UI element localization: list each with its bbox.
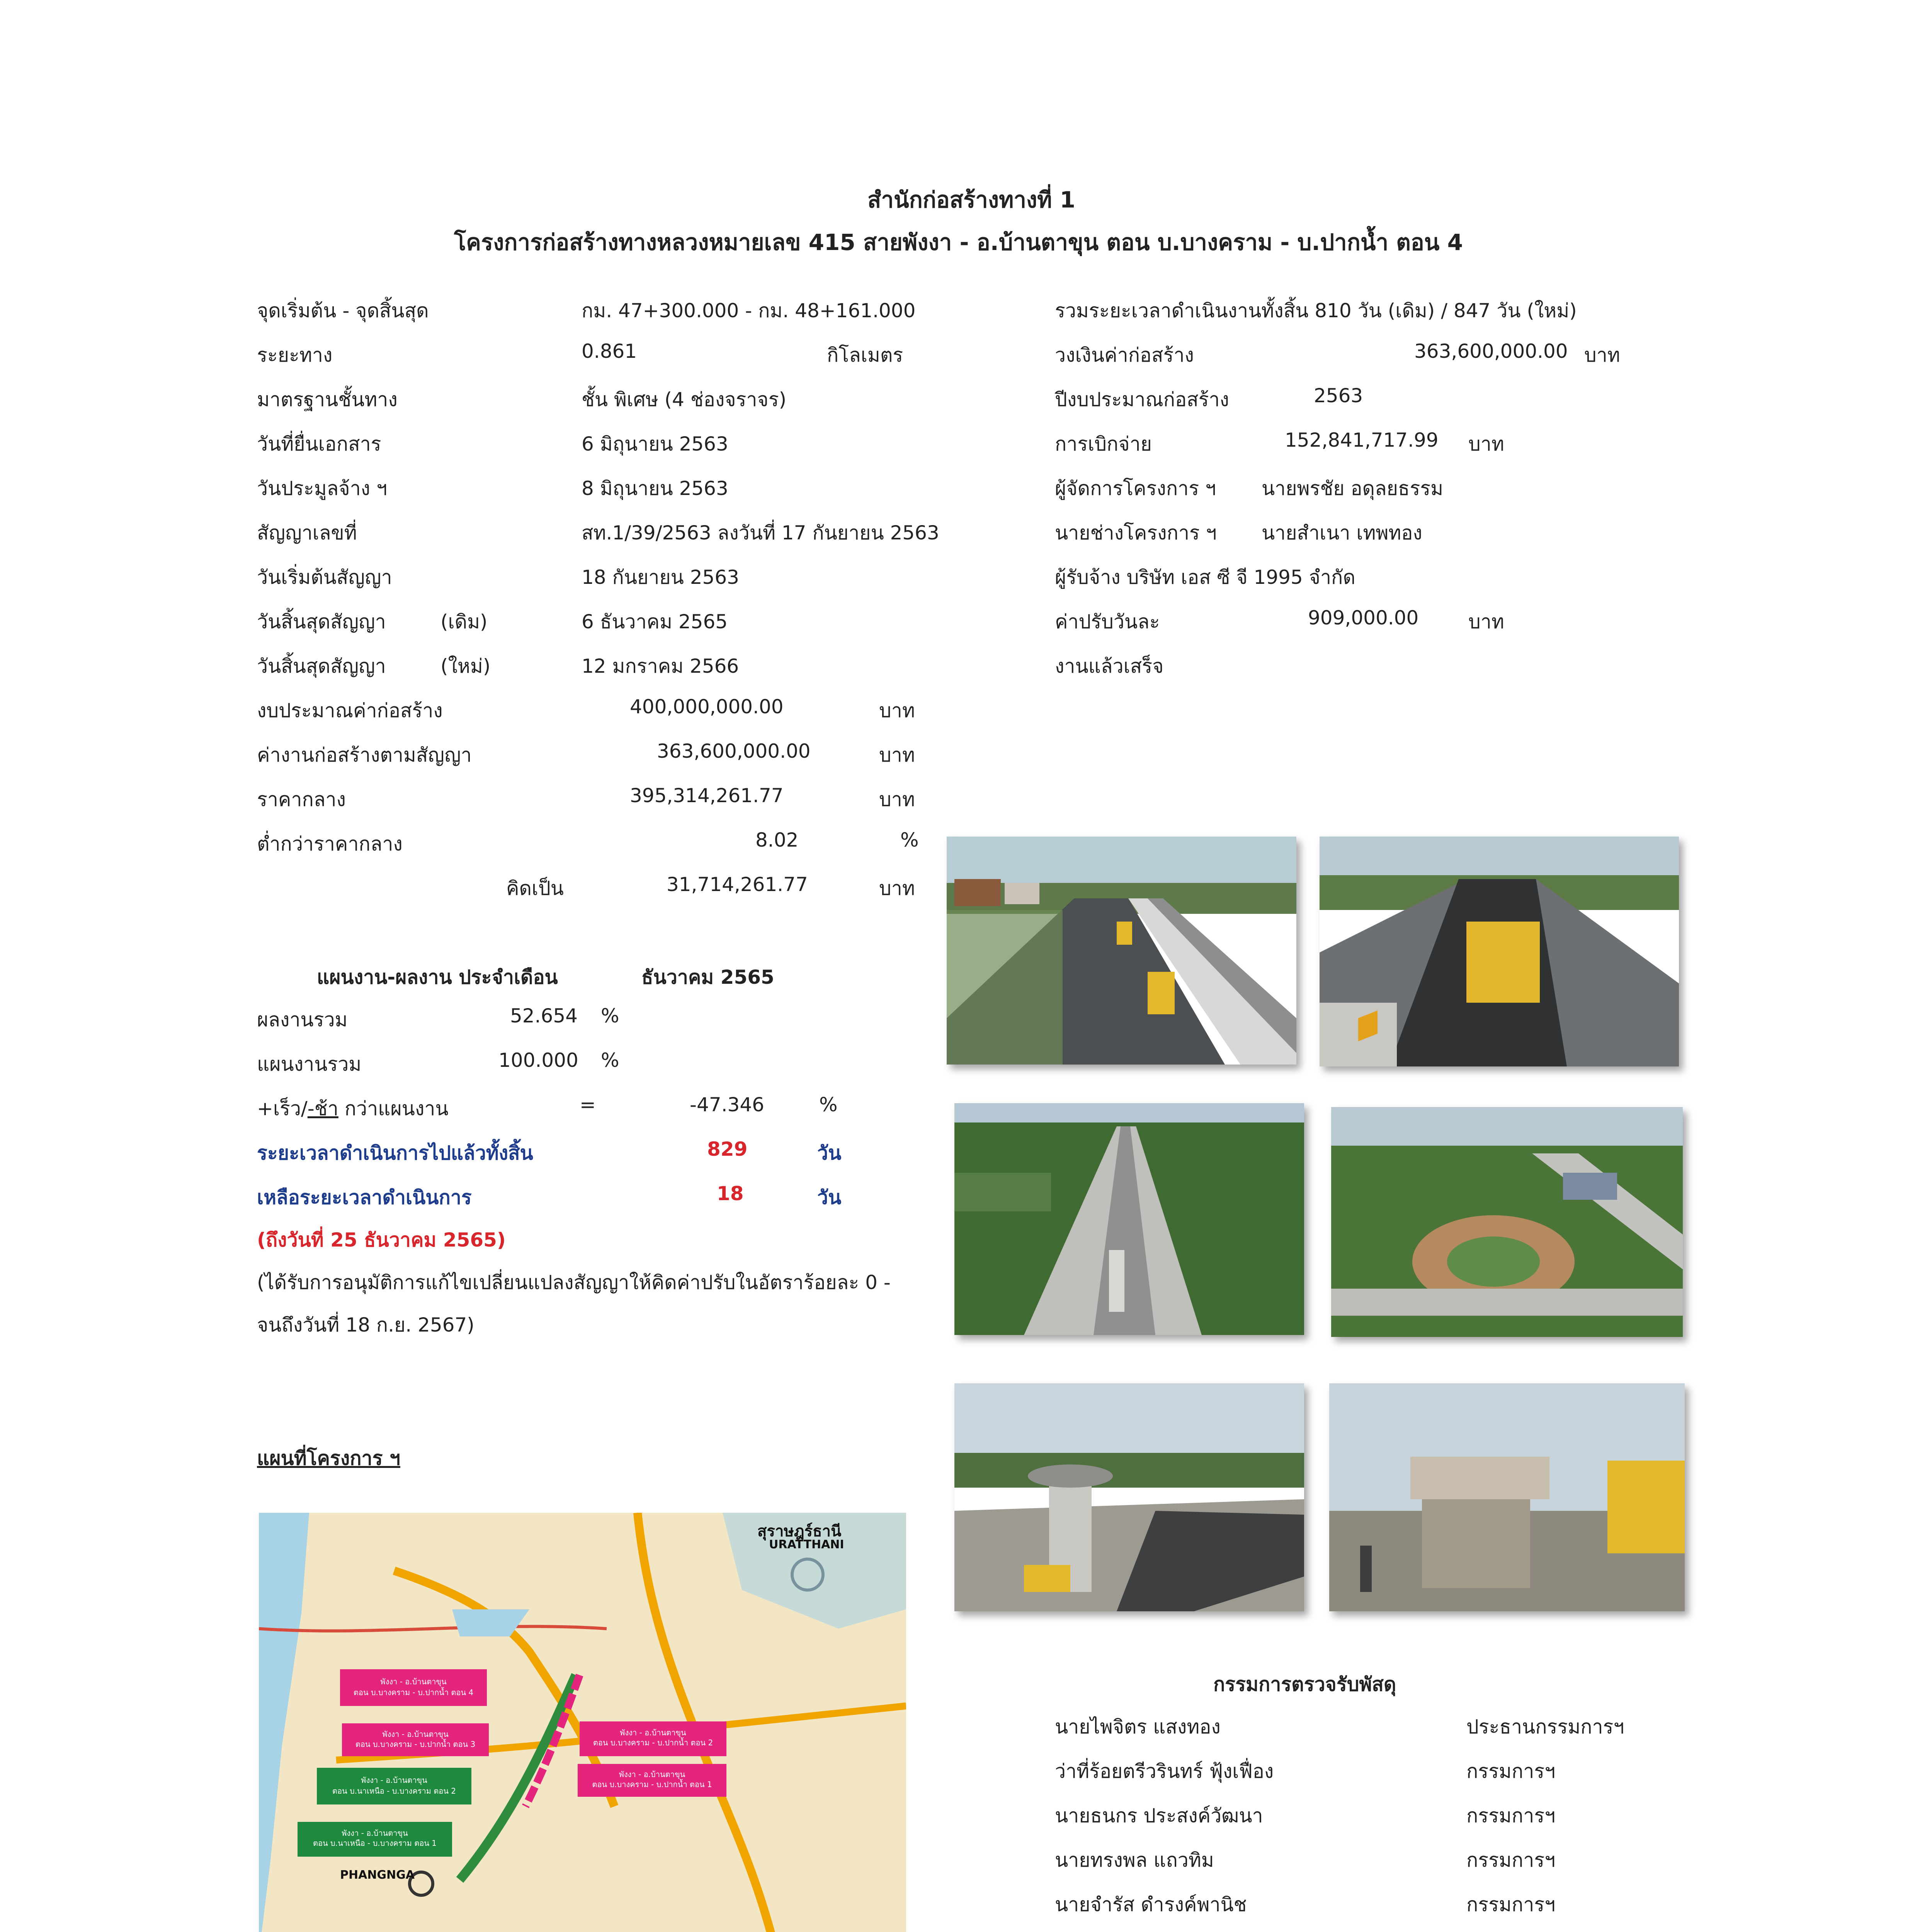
committee-name: ว่าที่ร้อยตรีวรินทร์ ฟุ้งเฟื่อง <box>1055 1760 1274 1782</box>
info-label: วันเริ่มต้นสัญญา <box>257 566 392 588</box>
diff-prefix: +เร็ว/ <box>257 1097 308 1120</box>
fine-value: 909,000.00 <box>1308 607 1419 629</box>
map-label-line2: ตอน บ.บางคราม - บ.ปากน้ำ ตอน 1 <box>592 1780 712 1789</box>
info-value: 8 มิถุนายน 2563 <box>582 477 728 500</box>
info-value: 6 ธันวาคม 2565 <box>582 611 728 633</box>
info-note: (ใหม่) <box>440 655 491 677</box>
total-duration: รวมระยะเวลาดำเนินงานทั้งสิ้น 810 วัน (เดิม) / 847 วัน (ใหม่) <box>1055 299 1577 322</box>
photo-paving-1 <box>947 837 1296 1065</box>
budget-label: ราคากลาง <box>257 788 346 811</box>
disbursement-value: 152,841,717.99 <box>1285 429 1439 451</box>
photo-pier-2 <box>1329 1383 1685 1611</box>
map-label-nanuea-2 <box>317 1768 471 1804</box>
budget-label: ค่างานก่อสร้างตามสัญญา <box>257 744 472 766</box>
info-label: สัญญาเลขที่ <box>257 522 357 544</box>
status-text: งานแล้วเสร็จ <box>1055 655 1164 677</box>
progress-month: ธันวาคม 2565 <box>641 966 774 988</box>
road-photo-image <box>1320 837 1679 1066</box>
photo-aerial-1 <box>954 1103 1304 1335</box>
info-label: วันสิ้นสุดสัญญา <box>257 655 386 677</box>
elapsed-value: 829 <box>707 1138 748 1160</box>
map-label-line1: พังงา - อ.บ้านตาขุน <box>380 1677 447 1686</box>
map-label-line2: ตอน บ.บางคราม - บ.ปากน้ำ ตอน 4 <box>353 1688 474 1697</box>
committee-name: นายไพจิตร แสงทอง <box>1055 1716 1221 1738</box>
info-value: ชั้น พิเศษ (4 ช่องจราจร) <box>582 388 787 411</box>
plan-unit: % <box>601 1049 619 1071</box>
diff-suffix: กว่าแผนงาน <box>338 1097 449 1120</box>
info-value: 0.861 <box>582 340 637 362</box>
actual-value: 52.654 <box>510 1005 578 1027</box>
info-value: 18 กันยายน 2563 <box>582 566 739 588</box>
approval-note-line1: (ได้รับการอนุมัติการแก้ไขเปลี่ยนแปลงสัญญาให้คิดค่าปรับในอัตราร้อยละ 0 - <box>257 1271 891 1294</box>
project-map <box>259 1513 906 1932</box>
map-heading: แผนที่โครงการ ฯ <box>257 1447 400 1469</box>
elapsed-unit: วัน <box>817 1142 842 1164</box>
budget-label: ต่ำกว่าราคากลาง <box>257 833 403 855</box>
fiscal-year-label: ปีงบประมาณก่อสร้าง <box>1055 388 1229 411</box>
map-label-line2: ตอน บ.นาเหนือ - บ.บางคราม ตอน 1 <box>313 1838 437 1848</box>
budget-value: 8.02 <box>755 829 799 851</box>
disbursement-unit: บาท <box>1468 433 1504 455</box>
info-value: 6 มิถุนายน 2563 <box>582 433 728 455</box>
info-value: กม. 47+300.000 - กม. 48+161.000 <box>582 299 916 322</box>
actual-unit: % <box>601 1005 619 1027</box>
map-label-line2: ตอน บ.บางคราม - บ.ปากน้ำ ตอน 2 <box>593 1738 713 1747</box>
map-label-section-4 <box>340 1669 487 1706</box>
info-value: 12 มกราคม 2566 <box>582 655 739 677</box>
budget-value: 363,600,000.00 <box>1414 340 1568 362</box>
map-label-line1: พังงา - อ.บ้านตาขุน <box>361 1776 427 1785</box>
map-town: PHANGNGA <box>340 1868 415 1882</box>
plan-value: 100.000 <box>498 1049 578 1071</box>
approval-note-line2: จนถึงวันที่ 18 ก.ย. 2567) <box>257 1314 474 1336</box>
budget-label: วงเงินค่าก่อสร้าง <box>1055 344 1194 366</box>
map-city-th: สุราษฎร์ธานี <box>757 1522 842 1540</box>
photo-pier-1 <box>954 1383 1304 1611</box>
map-label-line1: พังงา - อ.บ้านตาขุน <box>382 1730 449 1739</box>
budget-label: งบประมาณค่าก่อสร้าง <box>257 699 443 722</box>
info-note: (เดิม) <box>440 611 488 633</box>
committee-name: นายธนกร ประสงค์วัฒนา <box>1055 1804 1263 1827</box>
actual-label: ผลงานรวม <box>257 1009 348 1031</box>
info-label: จุดเริ่มต้น - จุดสิ้นสุด <box>257 299 429 322</box>
budget-label: คิดเป็น <box>506 877 564 900</box>
budget-unit: บาท <box>879 877 915 900</box>
map-label-section-3 <box>342 1723 489 1756</box>
info-value: สท.1/39/2563 ลงวันที่ 17 กันยายน 2563 <box>582 522 939 544</box>
info-label: มาตรฐานชั้นทาง <box>257 388 398 411</box>
progress-title: แผนงาน-ผลงาน ประจำเดือน <box>317 966 558 988</box>
fine-unit: บาท <box>1468 611 1504 633</box>
disbursement-label: การเบิกจ่าย <box>1055 433 1152 455</box>
map-label-line2: ตอน บ.นาเหนือ - บ.บางคราม ตอน 2 <box>332 1786 456 1796</box>
map-label-line2: ตอน บ.บางคราม - บ.ปากน้ำ ตอน 3 <box>355 1740 476 1749</box>
fine-label: ค่าปรับวันละ <box>1055 611 1160 633</box>
committee-role: ประธานกรรมการฯ <box>1466 1716 1624 1738</box>
photo-aerial-2 <box>1331 1107 1683 1337</box>
budget-unit: บาท <box>1584 344 1620 366</box>
diff-label <box>257 1094 449 1124</box>
info-unit: กิโลเมตร <box>827 344 903 366</box>
info-label: วันสิ้นสุดสัญญา <box>257 611 386 633</box>
committee-name: นายทรงพล แถวทิม <box>1055 1849 1214 1871</box>
committee-role: กรรมการฯ <box>1466 1804 1556 1827</box>
elapsed-label: ระยะเวลาดำเนินการไปแล้วทั้งสิ้น <box>257 1142 533 1164</box>
committee-role: กรรมการฯ <box>1466 1849 1556 1871</box>
engineer-value: นายสำเนา เทพทอง <box>1262 522 1422 544</box>
fiscal-year-value: 2563 <box>1314 384 1363 407</box>
as-of-date: (ถึงวันที่ 25 ธันวาคม 2565) <box>257 1229 506 1251</box>
map-label-section-2 <box>580 1721 726 1756</box>
remain-label: เหลือระยะเวลาดำเนินการ <box>257 1186 472 1209</box>
road-photo-image <box>947 837 1296 1065</box>
map-label-section-1 <box>578 1764 726 1797</box>
budget-value: 400,000,000.00 <box>630 696 784 718</box>
road-photo-image <box>954 1103 1304 1335</box>
committee-title: กรรมการตรวจรับพัสดุ <box>1213 1673 1396 1696</box>
budget-value: 31,714,261.77 <box>667 873 808 896</box>
road-photo-image <box>1329 1383 1685 1611</box>
committee-role: กรรมการฯ <box>1466 1760 1556 1782</box>
engineer-label: นายช่างโครงการ ฯ <box>1055 522 1217 544</box>
project-title: โครงการก่อสร้างทางหลวงหมายเลข 415 สายพังงา - อ.บ้านตาขุน ตอน บ.บางคราม - บ.ปากน้ำ ตอน 4 <box>454 229 1463 255</box>
remain-unit: วัน <box>817 1186 842 1209</box>
diff-slow: -ช้า <box>307 1097 338 1120</box>
photo-paving-2 <box>1320 837 1679 1066</box>
budget-unit: บาท <box>879 699 915 722</box>
info-label: วันที่ยื่นเอกสาร <box>257 433 381 455</box>
committee-name: นายจำรัส ดำรงค์พานิช <box>1055 1893 1247 1916</box>
map-label-line1: พังงา - อ.บ้านตาขุน <box>620 1728 686 1737</box>
road-photo-image <box>954 1383 1304 1611</box>
map-label-nanuea-1 <box>298 1822 452 1857</box>
manager-label: ผู้จัดการโครงการ ฯ <box>1055 477 1216 500</box>
info-label: วันประมูลจ้าง ฯ <box>257 477 388 500</box>
info-label: ระยะทาง <box>257 344 333 366</box>
budget-value: 395,314,261.77 <box>630 784 784 807</box>
remain-value: 18 <box>717 1182 744 1205</box>
contractor: ผู้รับจ้าง บริษัท เอส ซี จี 1995 จำกัด <box>1055 566 1355 588</box>
diff-value: -47.346 <box>690 1094 764 1116</box>
diff-unit: % <box>819 1094 838 1116</box>
map-label-line1: พังงา - อ.บ้านตาขุน <box>342 1828 408 1838</box>
road-photo-image <box>1331 1107 1683 1337</box>
map-label-line1: พังงา - อ.บ้านตาขุน <box>619 1770 685 1779</box>
office-title: สำนักก่อสร้างทางที่ 1 <box>867 187 1076 213</box>
committee-role: กรรมการฯ <box>1466 1893 1556 1916</box>
budget-value: 363,600,000.00 <box>657 740 811 762</box>
plan-label: แผนงานรวม <box>257 1053 362 1075</box>
diff-equals: = <box>580 1094 596 1116</box>
manager-value: นายพรชัย อดุลยธรรม <box>1262 477 1444 500</box>
budget-unit: บาท <box>879 788 915 811</box>
budget-unit: บาท <box>879 744 915 766</box>
budget-unit: % <box>900 829 919 851</box>
map-city-en: URATTHANI <box>769 1538 844 1551</box>
